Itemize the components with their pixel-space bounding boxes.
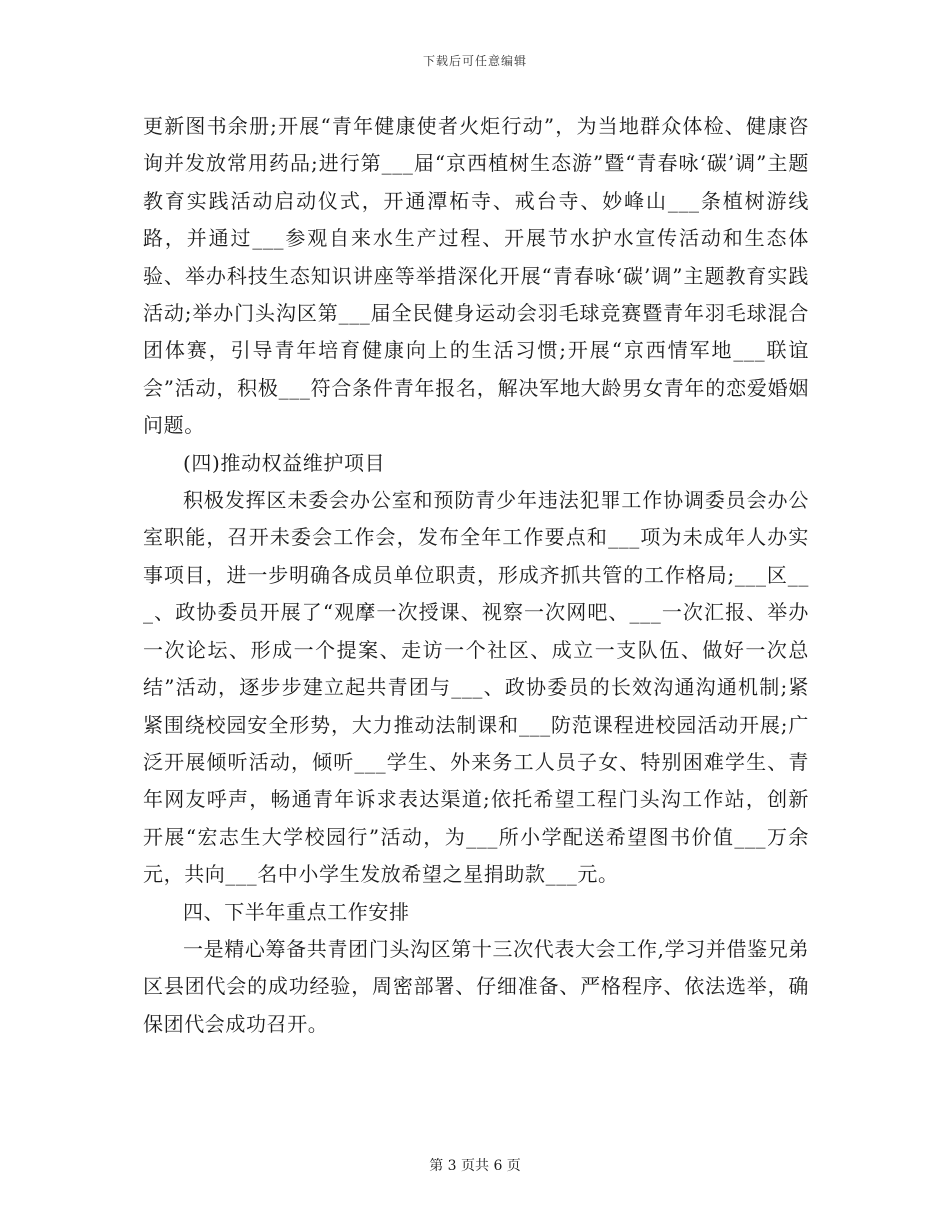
page-header: 下载后可任意编辑 [422,54,527,68]
document-body [143,108,809,1043]
paragraph-rights-protection: 积极发挥区未委会办公室和预防青少年违法犯罪工作协调委员会办公室职能，召开未委会工作会，发布全年工作要点和___项为未成年人办实事项目，进一步明确各成员单位职责，形成齐抓共管的工作格局;___区___、政协委员开展了“观摩一次授课、视察一次网吧、___一次汇报、举办一次论坛、形成一个提案、走访一个社区、成立一支队伍、做好一次总结”活动，逐步步建立起共青团与___、政协委员的长效沟通沟通机制;紧紧围绕校园安全形势，大力推动法制课和___防范课程进校园活动开展;广泛开展倾听活动，倾听___学生、外来务工人员子女、特别困难学生、青年网友呼声，畅通青年诉求表达渠道;依托希望工程门头沟工作站，创新开展“宏志生大学校园行”活动，为___所小学配送希望图书价值___万余元，共向___名中小学生发放希望之星捐助款___元。 [143,488,809,887]
section-heading-rights-protection: (四)推动权益维护项目 [183,450,386,475]
paragraph-continuation: 更新图书余册;开展“青年健康使者火炬行动”，为当地群众体检、健康咨询并发放常用药品;进行第___届“京西植树生态游”暨“青春咏‘碳’调”主题教育实践活动启动仪式，开通潭柘寺、戒台寺、妙峰山___条植树游线路，并通过___参观自来水生产过程、开展节水护水宣传活动和生态体验、举办科技生态知识讲座等举措深化开展“青春咏‘碳’调”主题教育实践活动;举办门头沟区第___届全民健身运动会羽毛球竞赛暨青年羽毛球混合团体赛，引导青年培育健康向上的生活习惯;开展“京西情军地___联谊会”活动，积极___符合条件青年报名，解决军地大龄男女青年的恋爱婚姻问题。 [143,114,809,438]
page-number: 第 3 页共 6 页 [429,1158,521,1174]
paragraph-league-congress: 一是精心筹备共青团门头沟区第十三次代表大会工作,学习并借鉴兄弟区县团代会的成功经验，周密部署、仔细准备、严格程序、依法选举，确保团代会成功召开。 [143,936,809,1036]
section-heading-second-half-plan: 四、下半年重点工作安排 [183,899,410,924]
